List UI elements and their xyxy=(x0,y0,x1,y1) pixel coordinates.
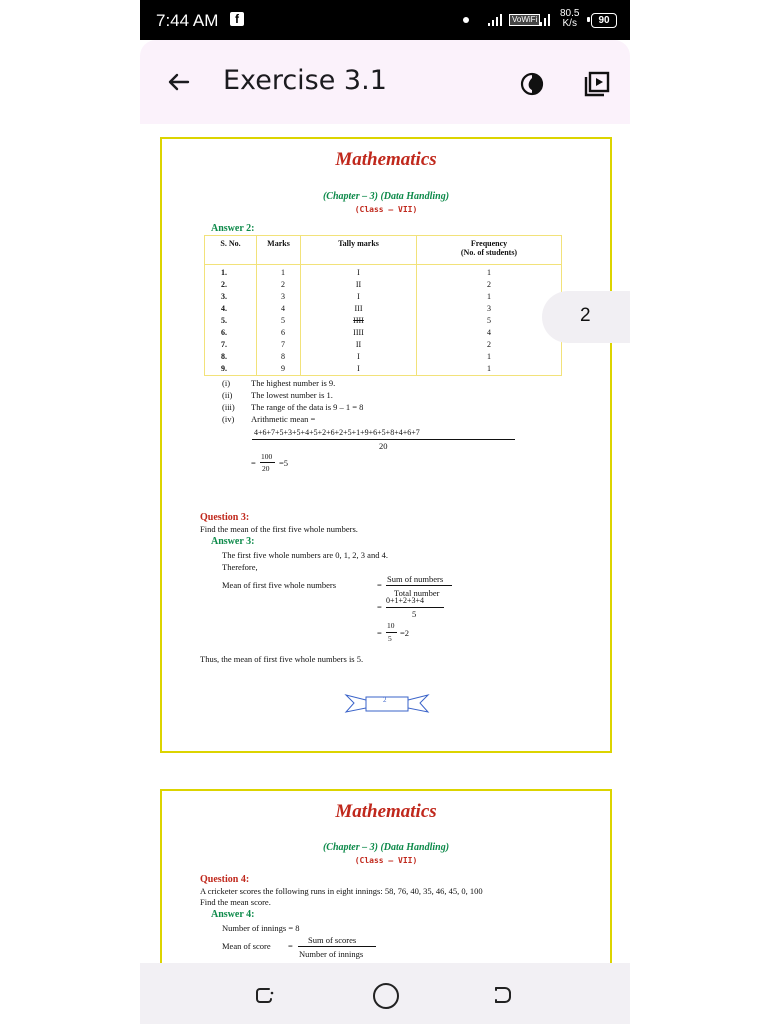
fraction-denominator: 20 xyxy=(262,464,270,473)
table-cell: 2 xyxy=(281,280,285,289)
table-cell: 3. xyxy=(221,292,227,301)
battery-tip xyxy=(587,17,590,22)
back-arrow-icon[interactable] xyxy=(162,66,194,98)
table-cell: 2 xyxy=(487,280,491,289)
table-cell: 9 xyxy=(281,364,285,373)
page-number: 2 xyxy=(383,696,387,704)
answer-4-label: Answer 4: xyxy=(211,909,255,920)
equals-sign: = xyxy=(377,580,382,590)
mean-numerator: 4+6+7+5+3+5+4+5+2+6+2+5+1+9+6+5+8+4+6+7 xyxy=(254,428,420,437)
answer-3-line: The first five whole numbers are 0, 1, 2, 3 and 4. xyxy=(222,550,388,560)
fraction-denominator: 5 xyxy=(412,609,417,619)
app-bar xyxy=(140,40,630,124)
table-cell: 1 xyxy=(487,292,491,301)
fraction-numerator: Sum of numbers xyxy=(387,574,444,584)
equals-sign: = xyxy=(377,628,382,638)
page-title: Exercise 3.1 xyxy=(223,65,387,96)
document-page-2 xyxy=(160,789,612,963)
table-cell: 6 xyxy=(281,328,285,337)
tally-cell: I xyxy=(357,352,360,361)
table-cell: 1 xyxy=(281,268,285,277)
table-cell: 1 xyxy=(487,268,491,277)
class-label: (Class – VII) xyxy=(354,856,418,865)
point-num: (ii) xyxy=(222,390,233,400)
point-num: (iv) xyxy=(222,414,235,424)
question-3-text: Find the mean of the first five whole numbers. xyxy=(200,524,358,534)
chapter-title: (Chapter – 3) (Data Handling) xyxy=(322,842,450,853)
table-cell: 4 xyxy=(487,328,491,337)
table-cell: 9. xyxy=(221,364,227,373)
table-cell: 7 xyxy=(281,340,285,349)
point-text: The lowest number is 1. xyxy=(251,390,333,400)
fraction-result: =2 xyxy=(400,628,410,638)
back-icon[interactable] xyxy=(490,983,514,1007)
point-num: (i) xyxy=(222,378,231,388)
fraction-bar xyxy=(386,632,397,633)
table-cell: 8 xyxy=(281,352,285,361)
table-cell: 4 xyxy=(281,304,285,313)
status-bar xyxy=(140,0,630,40)
point-text: The highest number is 9. xyxy=(251,378,336,388)
sno-column xyxy=(205,265,257,375)
video-library-icon[interactable] xyxy=(583,70,611,98)
answer-4-line: Number of innings = 8 xyxy=(222,923,300,933)
question-3-label: Question 3: xyxy=(200,512,250,523)
status-time: 7:44 AM xyxy=(156,11,219,30)
fraction-bar xyxy=(252,439,515,440)
table-cell: 3 xyxy=(487,304,491,313)
fraction-bar xyxy=(260,462,275,463)
table-cell: 8. xyxy=(221,352,227,361)
document-page-1 xyxy=(160,137,612,753)
question-4-label: Question 4: xyxy=(200,874,250,885)
equals-sign: = xyxy=(251,458,256,468)
point-text: The range of the data is 9 – 1 = 8 xyxy=(251,402,364,412)
recents-icon[interactable] xyxy=(252,983,276,1007)
mean-score-label: Mean of score xyxy=(222,941,271,951)
navigation-bar xyxy=(140,963,630,1024)
tally-cell: II xyxy=(355,280,362,289)
tally-cell: II xyxy=(355,340,362,349)
question-4-text: Find the mean score. xyxy=(200,897,271,907)
fraction-numerator: 0+1+2+3+4 xyxy=(386,596,425,605)
tally-cell: IIII xyxy=(353,316,364,325)
equals-sign: = xyxy=(377,602,382,612)
tally-cell: III xyxy=(354,304,363,313)
fraction-bar xyxy=(386,607,444,608)
table-body xyxy=(205,265,561,375)
tally-cell: I xyxy=(357,292,360,301)
header-sno: S. No. xyxy=(205,236,257,264)
fraction-denominator: 5 xyxy=(388,634,392,643)
signal-icon xyxy=(488,14,502,26)
fraction-numerator: 100 xyxy=(261,452,273,461)
fraction-bar xyxy=(386,585,452,586)
tally-cell: I xyxy=(357,268,360,277)
table-header xyxy=(205,236,561,265)
page-number-ribbon-icon xyxy=(344,692,430,714)
mean-denominator: 20 xyxy=(379,441,388,451)
page-indicator xyxy=(542,291,630,343)
fraction-denominator: Total number xyxy=(394,588,440,598)
contrast-icon[interactable] xyxy=(520,72,544,96)
table-cell: 7. xyxy=(221,340,227,349)
table-cell: 1. xyxy=(221,268,227,277)
table-cell: 3 xyxy=(281,292,285,301)
table-cell: 5 xyxy=(487,316,491,325)
equals-sign: = xyxy=(288,941,293,951)
fraction-numerator: 10 xyxy=(387,621,395,630)
subject-title: Mathematics xyxy=(335,149,437,170)
vowifi-badge: VoWiFi xyxy=(509,14,540,26)
table-cell: 2 xyxy=(487,340,491,349)
table-cell: 5. xyxy=(221,316,227,325)
table-cell: 1 xyxy=(487,352,491,361)
table-cell: 5 xyxy=(281,316,285,325)
point-text: Arithmetic mean = xyxy=(251,414,316,424)
document-viewer[interactable] xyxy=(140,124,630,963)
conclusion-text: Thus, the mean of first five whole numbers is 5. xyxy=(200,654,364,664)
table-cell: 6. xyxy=(221,328,227,337)
marks-column xyxy=(257,265,301,375)
table-cell: 4. xyxy=(221,304,227,313)
tally-cell: I xyxy=(357,364,360,373)
mean-label: Mean of first five whole numbers xyxy=(222,580,337,590)
subject-title: Mathematics xyxy=(335,801,437,822)
point-num: (iii) xyxy=(222,402,235,412)
header-frequency: Frequency (No. of students) xyxy=(460,239,518,257)
table-cell: 1 xyxy=(487,364,491,373)
phone-screen xyxy=(140,0,630,1024)
network-speed: 80.5 K/s xyxy=(560,8,580,29)
chapter-title: (Chapter – 3) (Data Handling) xyxy=(322,191,450,202)
home-icon[interactable] xyxy=(373,983,399,1009)
frequency-table xyxy=(204,235,562,376)
table-cell: 2. xyxy=(221,280,227,289)
fraction-denominator: Number of innings xyxy=(299,949,364,959)
fraction-bar xyxy=(298,946,376,947)
tally-column xyxy=(301,265,417,375)
class-label: (Class – VII) xyxy=(354,205,418,214)
page-indicator-number: 2 xyxy=(580,305,591,326)
answer-3-label: Answer 3: xyxy=(211,536,255,547)
facebook-icon: f xyxy=(230,12,244,26)
tally-cell: IIII xyxy=(353,328,364,337)
header-marks: Marks xyxy=(257,236,301,264)
answer-2-label: Answer 2: xyxy=(211,223,255,234)
header-tally: Tally marks xyxy=(301,236,417,264)
question-4-text: A cricketer scores the following runs in eight innings: 58, 76, 40, 35, 46, 45, 0, 100 xyxy=(200,886,483,896)
notification-dot-icon xyxy=(463,17,469,23)
battery-icon: 90 xyxy=(591,13,617,28)
frequency-column xyxy=(417,265,561,375)
fraction-numerator: Sum of scores xyxy=(308,935,357,945)
mean-result: =5 xyxy=(279,458,289,468)
answer-3-line: Therefore, xyxy=(222,562,258,572)
signal-2-icon xyxy=(540,14,550,26)
